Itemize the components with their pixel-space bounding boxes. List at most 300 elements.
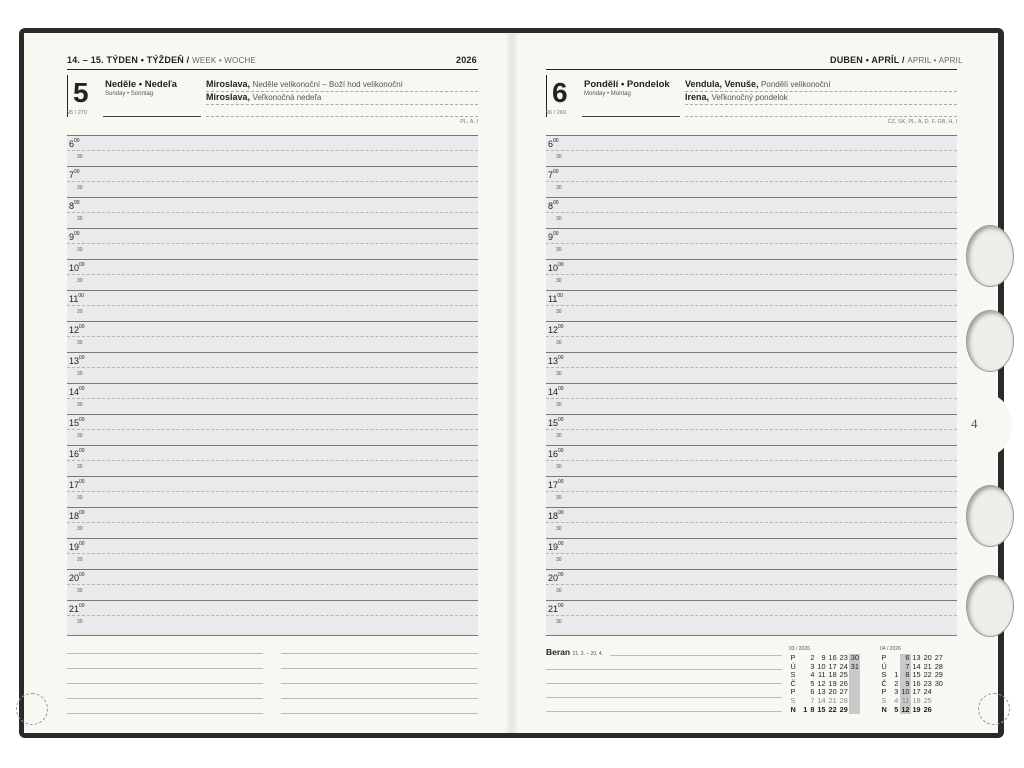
- holiday-note: Neděle velikonoční – Boží hod velikonoční: [252, 80, 403, 89]
- hour-line: [546, 600, 957, 601]
- calendar-day: 22: [923, 670, 932, 680]
- calendar-day: 10: [901, 687, 910, 697]
- hour-line: [67, 600, 478, 601]
- half-hour-line: [546, 460, 957, 461]
- half-hour-line: [546, 553, 957, 554]
- mini-calendar-table: [789, 654, 860, 714]
- hour-value: 10: [548, 263, 559, 273]
- hour-label: [548, 449, 564, 459]
- hour-label: [548, 418, 564, 428]
- half-hour-line: [546, 336, 957, 337]
- hour-label: [69, 356, 85, 366]
- hour-minutes: 00: [74, 169, 80, 175]
- hour-row[interactable]: [546, 135, 957, 166]
- month-title: DUBEN • APRÍL /: [830, 55, 905, 65]
- hour-row[interactable]: [67, 414, 478, 445]
- hour-row[interactable]: [546, 507, 957, 538]
- hour-row[interactable]: [546, 166, 957, 197]
- half-hour-line: [546, 181, 957, 182]
- calendar-day: 4: [810, 670, 815, 680]
- calendar-day: 30: [934, 678, 943, 688]
- hour-value: 8: [69, 201, 75, 211]
- half-hour-label: 30: [556, 309, 562, 315]
- note-line[interactable]: [281, 683, 478, 684]
- hour-line: [67, 259, 478, 260]
- weekday-label: Ú: [790, 661, 796, 671]
- calendar-day: [849, 671, 860, 680]
- note-line[interactable]: [546, 669, 782, 670]
- hour-minutes: 00: [79, 262, 85, 268]
- hour-value: 17: [69, 480, 80, 490]
- hour-line: [67, 290, 478, 291]
- nameday-cz: [685, 79, 830, 89]
- hour-row[interactable]: [546, 259, 957, 290]
- hour-label: [548, 356, 564, 366]
- week-title: 14. – 15. TÝDEN • TÝŽDEŇ /: [67, 55, 190, 65]
- hour-row[interactable]: [546, 352, 957, 383]
- calendar-day: 27: [839, 687, 848, 697]
- hour-line: [67, 445, 478, 446]
- half-hour-label: 30: [556, 185, 562, 191]
- hour-minutes: 00: [79, 479, 85, 485]
- half-hour-line: [67, 305, 478, 306]
- calendar-day: 13: [912, 653, 921, 662]
- half-hour-label: 30: [77, 309, 83, 315]
- hour-value: 19: [69, 542, 80, 552]
- hour-row[interactable]: [67, 352, 478, 383]
- hour-minutes: 00: [558, 572, 564, 578]
- calendar-day: 6: [900, 654, 911, 663]
- calendar-day: 5: [894, 704, 899, 714]
- note-line[interactable]: [281, 653, 478, 654]
- hour-row[interactable]: [546, 476, 957, 507]
- hour-row[interactable]: [546, 228, 957, 259]
- half-hour-line: [546, 243, 957, 244]
- hour-value: 14: [69, 387, 80, 397]
- hour-value: 15: [69, 418, 80, 428]
- hour-line: [67, 197, 478, 198]
- weekday-label: Ú: [881, 661, 887, 671]
- week-header: [67, 55, 256, 65]
- hour-line: [546, 321, 957, 322]
- hour-label: [69, 480, 85, 490]
- nameday-name: Vendula, Venuše,: [685, 79, 759, 89]
- calendar-day: [802, 688, 809, 697]
- calendar-day: 29: [839, 704, 848, 714]
- half-hour-line: [67, 553, 478, 554]
- calendar-day: [933, 706, 944, 715]
- note-line[interactable]: [546, 711, 782, 712]
- day-of-year: 95 / 270: [67, 110, 87, 116]
- half-hour-line: [546, 615, 957, 616]
- hour-minutes: 00: [79, 324, 85, 330]
- half-hour-label: 30: [77, 216, 83, 222]
- hour-minutes: 00: [558, 479, 564, 485]
- hour-line: [67, 414, 478, 415]
- calendar-day: 28: [839, 695, 848, 705]
- half-hour-label: 30: [77, 340, 83, 346]
- half-hour-label: 30: [556, 588, 562, 594]
- hour-value: 14: [548, 387, 559, 397]
- hour-value: 18: [69, 511, 80, 521]
- half-hour-label: 30: [556, 247, 562, 253]
- divider: [685, 116, 957, 117]
- page-corner-mark: [16, 693, 48, 725]
- hour-grid-right[interactable]: [546, 135, 957, 636]
- holiday-note: Pondělí velikonoční: [761, 80, 831, 89]
- hour-line: [67, 569, 478, 570]
- header-rule: [67, 69, 478, 70]
- calendar-day: 12: [817, 678, 826, 688]
- zodiac-dates: 21. 3. – 20. 4.: [572, 651, 604, 657]
- half-hour-label: 30: [77, 526, 83, 532]
- calendar-day: 10: [817, 661, 826, 671]
- note-line[interactable]: [67, 683, 263, 684]
- note-line[interactable]: [67, 653, 263, 654]
- calendar-day: 24: [839, 661, 848, 671]
- calendar-day: 31: [850, 661, 859, 671]
- calendar-day: 12: [901, 704, 910, 714]
- hour-label: [69, 573, 85, 583]
- half-hour-line: [546, 429, 957, 430]
- holiday-note: Veľkonočný pondelok: [711, 93, 788, 102]
- calendar-day: 8: [900, 671, 911, 680]
- calendar-day: 11: [817, 670, 826, 680]
- hour-label: [69, 325, 85, 335]
- hour-line: [546, 135, 957, 136]
- hour-value: 20: [548, 573, 559, 583]
- calendar-day: 26: [839, 678, 848, 688]
- hour-minutes: 00: [553, 138, 559, 144]
- hour-value: 6: [69, 139, 75, 149]
- half-hour-line: [67, 491, 478, 492]
- hour-row[interactable]: [546, 569, 957, 600]
- hour-label: [548, 232, 559, 242]
- hour-value: 16: [69, 449, 80, 459]
- hour-row[interactable]: [67, 383, 478, 414]
- hour-value: 9: [69, 232, 75, 242]
- calendar-day: 15: [912, 670, 921, 680]
- hour-line: [67, 352, 478, 353]
- half-hour-label: 30: [556, 526, 562, 532]
- hour-minutes: 00: [558, 510, 564, 516]
- hour-row[interactable]: [546, 321, 957, 352]
- hour-minutes: 00: [558, 262, 564, 268]
- day-name-translation: Sunday • Sonntag: [105, 91, 154, 97]
- hour-line: [67, 476, 478, 477]
- hour-minutes: 00: [558, 417, 564, 423]
- hour-minutes: 00: [79, 541, 85, 547]
- half-hour-label: 30: [556, 495, 562, 501]
- calendar-day: 9: [900, 680, 911, 689]
- day-block: [546, 75, 686, 118]
- weekday-label: S: [881, 695, 887, 705]
- hour-minutes: 00: [78, 293, 84, 299]
- hour-value: 19: [548, 542, 559, 552]
- note-line[interactable]: [281, 668, 478, 669]
- calendar-day: 17: [828, 661, 837, 671]
- hour-row[interactable]: [546, 445, 957, 476]
- half-hour-label: 30: [556, 619, 562, 625]
- mini-calendar-april: [880, 646, 944, 714]
- weekday-label: Č: [790, 678, 796, 688]
- hour-label: [548, 387, 564, 397]
- calendar-day: 13: [817, 687, 826, 697]
- hour-row[interactable]: [67, 476, 478, 507]
- hour-value: 11: [69, 294, 79, 304]
- hour-minutes: 00: [79, 603, 85, 609]
- hour-row[interactable]: [67, 166, 478, 197]
- hour-line: [546, 445, 957, 446]
- half-hour-label: 30: [556, 216, 562, 222]
- hour-value: 13: [69, 356, 80, 366]
- calendar-day: [893, 654, 900, 663]
- hour-row[interactable]: [67, 228, 478, 259]
- grid-bottom: [67, 635, 478, 636]
- hour-value: 7: [548, 170, 554, 180]
- calendar-day: 25: [839, 670, 848, 680]
- hour-grid-left[interactable]: [67, 135, 478, 636]
- hour-label: [548, 573, 564, 583]
- hour-minutes: 00: [553, 169, 559, 175]
- hour-value: 9: [548, 232, 554, 242]
- hour-row[interactable]: [67, 569, 478, 600]
- calendar-day: 9: [821, 653, 826, 662]
- note-line[interactable]: [67, 698, 263, 699]
- hour-label: [69, 139, 80, 149]
- calendar-day: 3: [810, 661, 815, 671]
- half-hour-line: [67, 212, 478, 213]
- hour-value: 7: [69, 170, 75, 180]
- header-rule: [546, 69, 957, 70]
- hour-value: 11: [548, 294, 558, 304]
- calendar-day: [802, 654, 809, 663]
- half-hour-label: 30: [556, 557, 562, 563]
- half-hour-label: 30: [77, 433, 83, 439]
- calendar-day: 18: [828, 670, 837, 680]
- hour-label: [548, 263, 564, 273]
- half-hour-label: 30: [77, 402, 83, 408]
- hour-line: [546, 414, 957, 415]
- hour-row[interactable]: [67, 507, 478, 538]
- hour-value: 10: [69, 263, 80, 273]
- hour-label: [69, 232, 80, 242]
- calendar-day: 20: [828, 687, 837, 697]
- hour-line: [546, 259, 957, 260]
- hour-line: [546, 228, 957, 229]
- hour-minutes: 00: [79, 355, 85, 361]
- mini-calendar-march: [789, 646, 860, 714]
- hour-line: [67, 135, 478, 136]
- mini-calendar-title: 04 / 2026: [880, 646, 901, 652]
- hour-row[interactable]: [67, 135, 478, 166]
- zodiac-sign: [546, 647, 603, 657]
- hour-row[interactable]: [67, 290, 478, 321]
- calendar-day: [849, 688, 860, 697]
- hour-row[interactable]: [546, 197, 957, 228]
- half-hour-line: [67, 181, 478, 182]
- half-hour-line: [67, 336, 478, 337]
- half-hour-label: 30: [77, 495, 83, 501]
- hour-value: 6: [548, 139, 554, 149]
- hour-row[interactable]: [546, 383, 957, 414]
- calendar-row: [880, 706, 944, 715]
- day-underline: [103, 116, 201, 117]
- half-hour-line: [67, 584, 478, 585]
- calendar-day: 23: [839, 653, 848, 662]
- calendar-day: 21: [828, 695, 837, 705]
- note-line[interactable]: [67, 713, 263, 714]
- month-subtitle: APRIL • APRIL: [907, 56, 963, 65]
- hour-line: [546, 507, 957, 508]
- month-tab[interactable]: [966, 575, 1014, 637]
- day-name: Pondělí • Pondelok: [584, 79, 670, 90]
- hour-line: [546, 476, 957, 477]
- hour-row[interactable]: [67, 321, 478, 352]
- half-hour-line: [67, 367, 478, 368]
- hour-minutes: 00: [558, 541, 564, 547]
- half-hour-label: 30: [556, 340, 562, 346]
- hour-label: [548, 542, 564, 552]
- calendar-day: 5: [810, 678, 815, 688]
- calendar-day: 22: [828, 704, 837, 714]
- half-hour-line: [67, 150, 478, 151]
- hour-label: [548, 325, 564, 335]
- page-corner-mark: [978, 693, 1010, 725]
- day-underline: [582, 116, 680, 117]
- divider: [206, 116, 478, 117]
- hour-row[interactable]: [546, 290, 957, 321]
- note-line[interactable]: [546, 697, 782, 698]
- hour-label: [69, 263, 85, 273]
- half-hour-label: 30: [77, 154, 83, 160]
- month-tab[interactable]: [966, 225, 1014, 287]
- day-block: [67, 75, 207, 118]
- nameday-name: Miroslava,: [206, 79, 251, 89]
- calendar-day: [849, 697, 860, 706]
- hour-value: 20: [69, 573, 80, 583]
- weekday-label: P: [790, 687, 796, 697]
- note-line[interactable]: [281, 698, 478, 699]
- weekday-label: N: [790, 704, 796, 714]
- calendar-day: 3: [894, 687, 899, 697]
- holiday-note: Veľkonočná nedeľa: [252, 93, 322, 102]
- half-hour-line: [546, 212, 957, 213]
- hour-minutes: 00: [558, 386, 564, 392]
- hour-label: [548, 201, 559, 211]
- calendar-row: [789, 706, 860, 715]
- calendar-day: 23: [923, 678, 932, 688]
- half-hour-line: [546, 274, 957, 275]
- calendar-day: 2: [894, 678, 899, 688]
- hour-row[interactable]: [546, 538, 957, 569]
- calendar-day: 16: [828, 653, 837, 662]
- day-number: 5: [73, 77, 89, 108]
- day-name-translation: Monday • Montag: [584, 91, 631, 97]
- week-subtitle: WEEK • WOCHE: [192, 56, 256, 65]
- calendar-day: 16: [912, 678, 921, 688]
- hour-value: 12: [69, 325, 80, 335]
- month-tab[interactable]: [966, 310, 1014, 372]
- hour-minutes: 00: [553, 231, 559, 237]
- calendar-day: 17: [912, 687, 921, 697]
- calendar-day: 21: [923, 661, 932, 671]
- hour-row[interactable]: [546, 600, 957, 631]
- hour-line: [546, 383, 957, 384]
- calendar-day: 24: [923, 687, 932, 697]
- hour-label: [548, 480, 564, 490]
- calendar-day: 7: [900, 663, 911, 672]
- note-line[interactable]: [281, 713, 478, 714]
- hour-value: 18: [548, 511, 559, 521]
- note-line[interactable]: [546, 683, 782, 684]
- hour-row[interactable]: [546, 414, 957, 445]
- half-hour-label: 30: [556, 371, 562, 377]
- hour-label: [548, 604, 564, 614]
- nameday-name: Irena,: [685, 92, 710, 102]
- calendar-day: 2: [810, 653, 815, 662]
- half-hour-line: [546, 305, 957, 306]
- hour-value: 21: [548, 604, 559, 614]
- hour-row[interactable]: [67, 600, 478, 631]
- calendar-day: [849, 680, 860, 689]
- hour-minutes: 00: [79, 448, 85, 454]
- calendar-day: 6: [810, 687, 815, 697]
- half-hour-label: 30: [556, 464, 562, 470]
- half-hour-line: [67, 460, 478, 461]
- note-line[interactable]: [610, 655, 782, 656]
- hour-minutes: 00: [74, 200, 80, 206]
- hour-line: [67, 166, 478, 167]
- grid-bottom: [546, 635, 957, 636]
- half-hour-line: [546, 150, 957, 151]
- hour-label: [69, 201, 80, 211]
- calendar-day: [933, 697, 944, 706]
- hour-label: [69, 449, 85, 459]
- hour-minutes: 00: [558, 448, 564, 454]
- month-tab[interactable]: [966, 485, 1014, 547]
- calendar-day: [849, 706, 860, 715]
- weekday-label: Č: [881, 678, 887, 688]
- hour-value: 16: [548, 449, 559, 459]
- weekday-label: S: [881, 670, 887, 680]
- calendar-day: [933, 688, 944, 697]
- half-hour-line: [546, 367, 957, 368]
- hour-row[interactable]: [67, 538, 478, 569]
- hour-value: 12: [548, 325, 559, 335]
- hour-minutes: 00: [79, 386, 85, 392]
- note-line[interactable]: [67, 668, 263, 669]
- calendar-day: 14: [912, 661, 921, 671]
- calendar-day: 8: [810, 704, 815, 714]
- holiday-countries: CZ, SK, PL, A, D, F, GB, H, I: [887, 119, 957, 125]
- half-hour-label: 30: [77, 371, 83, 377]
- hour-value: 8: [548, 201, 554, 211]
- hour-label: [69, 542, 85, 552]
- half-hour-line: [546, 491, 957, 492]
- hour-minutes: 00: [74, 231, 80, 237]
- hour-row[interactable]: [67, 259, 478, 290]
- calendar-day: [802, 663, 809, 672]
- half-hour-line: [67, 429, 478, 430]
- day-number: 6: [552, 77, 568, 108]
- hour-row[interactable]: [67, 197, 478, 228]
- half-hour-line: [67, 522, 478, 523]
- book-spine: [505, 33, 519, 733]
- holiday-countries: PL, A, I: [460, 119, 478, 125]
- hour-line: [546, 166, 957, 167]
- hour-row[interactable]: [67, 445, 478, 476]
